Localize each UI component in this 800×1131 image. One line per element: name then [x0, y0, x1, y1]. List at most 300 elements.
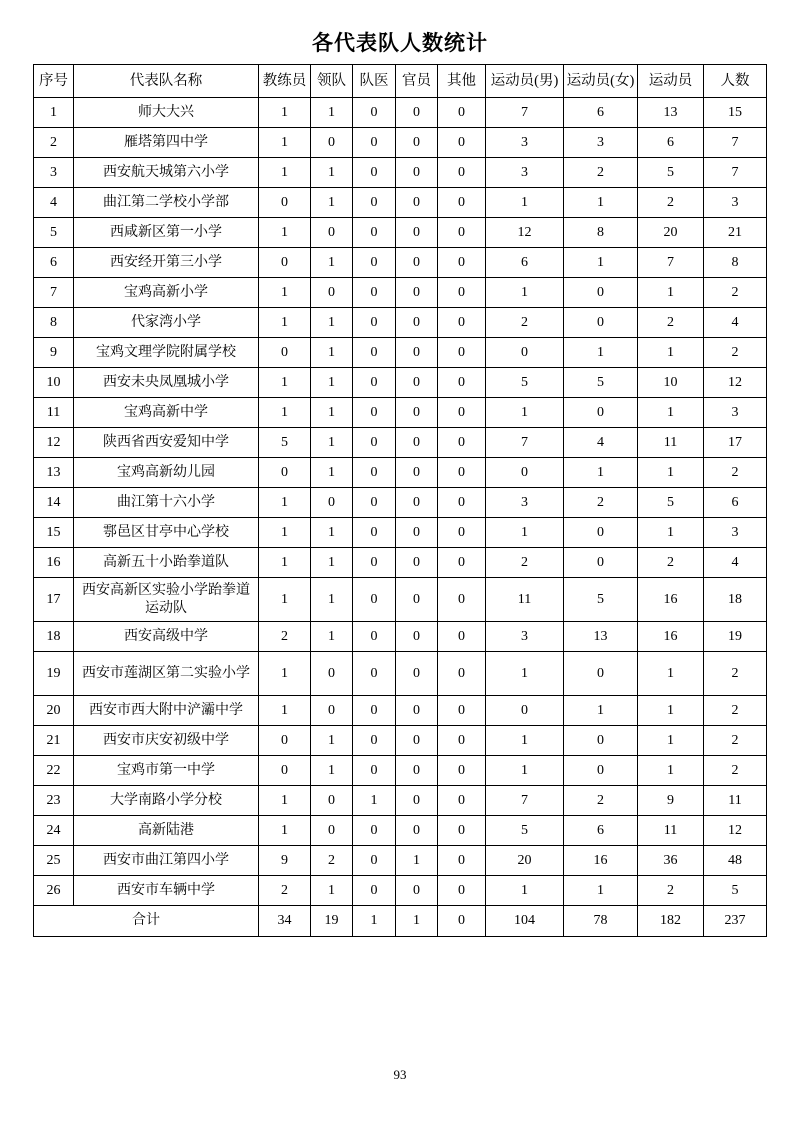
row-number-cell: 15: [34, 518, 74, 548]
value-cell: 0: [353, 188, 396, 218]
column-header: 队医: [353, 65, 396, 98]
value-cell: 6: [638, 128, 704, 158]
value-cell: 5: [564, 368, 638, 398]
value-cell: 1: [311, 398, 353, 428]
value-cell: 2: [638, 876, 704, 906]
value-cell: 1: [486, 398, 564, 428]
value-cell: 0: [353, 652, 396, 696]
value-cell: 1: [259, 488, 311, 518]
value-cell: 1: [564, 458, 638, 488]
value-cell: 0: [438, 428, 486, 458]
value-cell: 0: [438, 696, 486, 726]
value-cell: 2: [704, 756, 767, 786]
value-cell: 12: [704, 368, 767, 398]
value-cell: 16: [564, 846, 638, 876]
value-cell: 0: [438, 652, 486, 696]
value-cell: 0: [396, 756, 438, 786]
value-cell: 0: [396, 876, 438, 906]
value-cell: 4: [704, 548, 767, 578]
value-cell: 0: [396, 338, 438, 368]
column-header: 运动员(女): [564, 65, 638, 98]
value-cell: 0: [438, 622, 486, 652]
team-name-cell: 雁塔第四中学: [74, 128, 259, 158]
value-cell: 0: [438, 248, 486, 278]
value-cell: 16: [638, 578, 704, 622]
value-cell: 3: [486, 622, 564, 652]
page-title: 各代表队人数统计: [312, 32, 488, 55]
value-cell: 0: [396, 816, 438, 846]
row-number-cell: 7: [34, 278, 74, 308]
value-cell: 0: [564, 548, 638, 578]
value-cell: 1: [311, 188, 353, 218]
value-cell: 0: [564, 726, 638, 756]
value-cell: 1: [638, 398, 704, 428]
value-cell: 0: [438, 188, 486, 218]
table-row: [34, 338, 767, 368]
value-cell: 0: [396, 652, 438, 696]
value-cell: 0: [564, 278, 638, 308]
value-cell: 3: [704, 188, 767, 218]
value-cell: 5: [486, 816, 564, 846]
value-cell: 6: [564, 816, 638, 846]
value-cell: 1: [259, 128, 311, 158]
row-number-cell: 24: [34, 816, 74, 846]
value-cell: 1: [564, 338, 638, 368]
value-cell: 1: [638, 278, 704, 308]
value-cell: 1: [564, 188, 638, 218]
value-cell: 7: [486, 786, 564, 816]
value-cell: 2: [704, 278, 767, 308]
value-cell: 12: [704, 816, 767, 846]
value-cell: 0: [311, 652, 353, 696]
value-cell: 1: [259, 816, 311, 846]
value-cell: 1: [486, 726, 564, 756]
value-cell: 0: [438, 308, 486, 338]
team-name-cell: 师大大兴: [74, 98, 259, 128]
value-cell: 0: [396, 786, 438, 816]
table-row: [34, 308, 767, 338]
value-cell: 3: [564, 128, 638, 158]
value-cell: 0: [396, 308, 438, 338]
value-cell: 0: [353, 98, 396, 128]
team-name-cell: 鄠邑区甘亭中心学校: [74, 518, 259, 548]
table-row: [34, 488, 767, 518]
total-value-cell: 104: [486, 906, 564, 937]
value-cell: 8: [704, 248, 767, 278]
value-cell: 1: [638, 458, 704, 488]
total-value-cell: 19: [311, 906, 353, 937]
value-cell: 0: [311, 488, 353, 518]
value-cell: 1: [311, 518, 353, 548]
value-cell: 11: [638, 816, 704, 846]
value-cell: 0: [311, 786, 353, 816]
value-cell: 7: [638, 248, 704, 278]
value-cell: 0: [396, 278, 438, 308]
value-cell: 1: [259, 218, 311, 248]
value-cell: 12: [486, 218, 564, 248]
value-cell: 1: [311, 622, 353, 652]
team-name-cell: 西安市西大附中浐灞中学: [74, 696, 259, 726]
table-row: [34, 652, 767, 696]
table-row: [34, 368, 767, 398]
table-row: [34, 816, 767, 846]
value-cell: 0: [311, 696, 353, 726]
value-cell: 0: [438, 458, 486, 488]
team-name-cell: 西安高新区实验小学跆拳道运动队: [74, 578, 259, 622]
value-cell: 1: [486, 518, 564, 548]
value-cell: 13: [564, 622, 638, 652]
value-cell: 1: [486, 756, 564, 786]
table-row: [34, 786, 767, 816]
value-cell: 0: [486, 696, 564, 726]
row-number-cell: 25: [34, 846, 74, 876]
value-cell: 1: [259, 696, 311, 726]
value-cell: 0: [438, 338, 486, 368]
team-name-cell: 西安未央凤凰城小学: [74, 368, 259, 398]
value-cell: 15: [704, 98, 767, 128]
table-row: [34, 278, 767, 308]
row-number-cell: 3: [34, 158, 74, 188]
value-cell: 1: [259, 518, 311, 548]
value-cell: 0: [438, 518, 486, 548]
team-name-cell: 西安经开第三小学: [74, 248, 259, 278]
table-row: [34, 428, 767, 458]
value-cell: 0: [396, 98, 438, 128]
value-cell: 16: [638, 622, 704, 652]
table-row: [34, 696, 767, 726]
value-cell: 36: [638, 846, 704, 876]
value-cell: 0: [353, 368, 396, 398]
value-cell: 0: [311, 278, 353, 308]
value-cell: 1: [311, 368, 353, 398]
value-cell: 0: [564, 652, 638, 696]
value-cell: 1: [638, 726, 704, 756]
team-name-cell: 宝鸡高新中学: [74, 398, 259, 428]
row-number-cell: 2: [34, 128, 74, 158]
value-cell: 0: [396, 158, 438, 188]
value-cell: 2: [638, 548, 704, 578]
value-cell: 6: [564, 98, 638, 128]
value-cell: 1: [564, 248, 638, 278]
value-cell: 9: [638, 786, 704, 816]
value-cell: 2: [704, 726, 767, 756]
value-cell: 1: [259, 308, 311, 338]
value-cell: 0: [438, 756, 486, 786]
value-cell: 0: [438, 218, 486, 248]
value-cell: 1: [259, 368, 311, 398]
team-name-cell: 高新五十小跆拳道队: [74, 548, 259, 578]
value-cell: 2: [564, 488, 638, 518]
value-cell: 1: [311, 756, 353, 786]
value-cell: 0: [396, 696, 438, 726]
value-cell: 7: [486, 98, 564, 128]
value-cell: 2: [564, 158, 638, 188]
value-cell: 0: [311, 128, 353, 158]
row-number-cell: 18: [34, 622, 74, 652]
value-cell: 5: [638, 488, 704, 518]
total-value-cell: 182: [638, 906, 704, 937]
total-value-cell: 1: [396, 906, 438, 937]
value-cell: 0: [259, 248, 311, 278]
value-cell: 1: [311, 458, 353, 488]
delegation-stats-table: [33, 64, 767, 937]
value-cell: 0: [353, 622, 396, 652]
row-number-cell: 23: [34, 786, 74, 816]
row-number-cell: 4: [34, 188, 74, 218]
value-cell: 1: [396, 846, 438, 876]
value-cell: 1: [259, 98, 311, 128]
value-cell: 0: [396, 428, 438, 458]
value-cell: 0: [396, 458, 438, 488]
value-cell: 11: [638, 428, 704, 458]
row-number-cell: 5: [34, 218, 74, 248]
value-cell: 5: [564, 578, 638, 622]
total-value-cell: 34: [259, 906, 311, 937]
value-cell: 1: [259, 578, 311, 622]
value-cell: 3: [704, 398, 767, 428]
row-number-cell: 13: [34, 458, 74, 488]
column-header: 人数: [704, 65, 767, 98]
value-cell: 0: [438, 816, 486, 846]
value-cell: 0: [396, 548, 438, 578]
table-row: [34, 726, 767, 756]
row-number-cell: 21: [34, 726, 74, 756]
value-cell: 0: [353, 756, 396, 786]
value-cell: 0: [353, 398, 396, 428]
value-cell: 1: [353, 786, 396, 816]
value-cell: 2: [486, 308, 564, 338]
value-cell: 1: [311, 98, 353, 128]
value-cell: 5: [704, 876, 767, 906]
value-cell: 3: [486, 158, 564, 188]
value-cell: 0: [564, 756, 638, 786]
team-name-cell: 西安航天城第六小学: [74, 158, 259, 188]
value-cell: 0: [259, 338, 311, 368]
value-cell: 17: [704, 428, 767, 458]
table-row: [34, 578, 767, 622]
value-cell: 0: [353, 846, 396, 876]
value-cell: 5: [638, 158, 704, 188]
column-header: 其他: [438, 65, 486, 98]
total-value-cell: 78: [564, 906, 638, 937]
value-cell: 0: [396, 248, 438, 278]
value-cell: 1: [311, 548, 353, 578]
value-cell: 1: [311, 338, 353, 368]
table-row: [34, 548, 767, 578]
row-number-cell: 1: [34, 98, 74, 128]
team-name-cell: 西安高级中学: [74, 622, 259, 652]
value-cell: 0: [486, 338, 564, 368]
value-cell: 2: [638, 308, 704, 338]
value-cell: 0: [438, 578, 486, 622]
value-cell: 3: [486, 488, 564, 518]
value-cell: 0: [353, 128, 396, 158]
column-header: 运动员: [638, 65, 704, 98]
value-cell: 1: [311, 428, 353, 458]
value-cell: 6: [486, 248, 564, 278]
value-cell: 11: [486, 578, 564, 622]
value-cell: 4: [704, 308, 767, 338]
column-header: 运动员(男): [486, 65, 564, 98]
column-header: 代表队名称: [74, 65, 259, 98]
value-cell: 1: [638, 652, 704, 696]
table-row: [34, 846, 767, 876]
value-cell: 2: [259, 622, 311, 652]
value-cell: 1: [638, 338, 704, 368]
value-cell: 0: [396, 726, 438, 756]
row-number-cell: 20: [34, 696, 74, 726]
value-cell: 0: [396, 128, 438, 158]
value-cell: 0: [259, 458, 311, 488]
value-cell: 3: [704, 518, 767, 548]
page-number: 93: [393, 1067, 407, 1082]
value-cell: 1: [311, 876, 353, 906]
row-number-cell: 10: [34, 368, 74, 398]
value-cell: 3: [486, 128, 564, 158]
team-name-cell: 宝鸡高新幼儿园: [74, 458, 259, 488]
table-row: [34, 218, 767, 248]
value-cell: 0: [438, 158, 486, 188]
row-number-cell: 22: [34, 756, 74, 786]
table-row: [34, 98, 767, 128]
row-number-cell: 12: [34, 428, 74, 458]
value-cell: 1: [259, 786, 311, 816]
value-cell: 2: [564, 786, 638, 816]
value-cell: 0: [353, 518, 396, 548]
value-cell: 0: [438, 876, 486, 906]
value-cell: 0: [353, 338, 396, 368]
team-name-cell: 西安市庆安初级中学: [74, 726, 259, 756]
value-cell: 0: [353, 726, 396, 756]
value-cell: 0: [396, 518, 438, 548]
team-name-cell: 代家湾小学: [74, 308, 259, 338]
row-number-cell: 9: [34, 338, 74, 368]
value-cell: 1: [259, 548, 311, 578]
value-cell: 2: [704, 338, 767, 368]
value-cell: 1: [638, 518, 704, 548]
value-cell: 0: [311, 816, 353, 846]
value-cell: 0: [259, 756, 311, 786]
row-number-cell: 16: [34, 548, 74, 578]
value-cell: 0: [564, 308, 638, 338]
value-cell: 0: [438, 548, 486, 578]
value-cell: 1: [486, 876, 564, 906]
value-cell: 2: [638, 188, 704, 218]
column-header: 序号: [34, 65, 74, 98]
value-cell: 0: [486, 458, 564, 488]
value-cell: 0: [353, 816, 396, 846]
value-cell: 0: [438, 398, 486, 428]
value-cell: 1: [311, 578, 353, 622]
value-cell: 1: [486, 278, 564, 308]
value-cell: 2: [486, 548, 564, 578]
value-cell: 7: [704, 158, 767, 188]
total-value-cell: 0: [438, 906, 486, 937]
table-header-row: [34, 65, 767, 98]
row-number-cell: 17: [34, 578, 74, 622]
value-cell: 1: [638, 696, 704, 726]
value-cell: 1: [564, 696, 638, 726]
team-name-cell: 西咸新区第一小学: [74, 218, 259, 248]
column-header: 教练员: [259, 65, 311, 98]
team-name-cell: 曲江第十六小学: [74, 488, 259, 518]
row-number-cell: 6: [34, 248, 74, 278]
value-cell: 0: [438, 278, 486, 308]
team-name-cell: 西安市车辆中学: [74, 876, 259, 906]
value-cell: 18: [704, 578, 767, 622]
row-number-cell: 26: [34, 876, 74, 906]
value-cell: 1: [311, 726, 353, 756]
value-cell: 2: [704, 458, 767, 488]
value-cell: 0: [396, 488, 438, 518]
value-cell: 0: [259, 726, 311, 756]
value-cell: 19: [704, 622, 767, 652]
value-cell: 0: [438, 128, 486, 158]
value-cell: 1: [564, 876, 638, 906]
row-number-cell: 14: [34, 488, 74, 518]
row-number-cell: 8: [34, 308, 74, 338]
value-cell: 20: [638, 218, 704, 248]
table-row: [34, 128, 767, 158]
team-name-cell: 宝鸡文理学院附属学校: [74, 338, 259, 368]
value-cell: 0: [396, 578, 438, 622]
table-row: [34, 876, 767, 906]
value-cell: 4: [564, 428, 638, 458]
value-cell: 0: [353, 248, 396, 278]
table-row: [34, 188, 767, 218]
team-name-cell: 大学南路小学分校: [74, 786, 259, 816]
value-cell: 0: [396, 188, 438, 218]
value-cell: 0: [353, 876, 396, 906]
row-number-cell: 19: [34, 652, 74, 696]
table-total-row: [34, 906, 767, 937]
value-cell: 0: [353, 158, 396, 188]
value-cell: 0: [438, 786, 486, 816]
value-cell: 8: [564, 218, 638, 248]
value-cell: 2: [704, 652, 767, 696]
value-cell: 0: [438, 368, 486, 398]
value-cell: 0: [396, 622, 438, 652]
value-cell: 0: [353, 278, 396, 308]
table-row: [34, 248, 767, 278]
value-cell: 0: [353, 548, 396, 578]
column-header: 领队: [311, 65, 353, 98]
table-row: [34, 518, 767, 548]
value-cell: 0: [438, 726, 486, 756]
table-row: [34, 398, 767, 428]
value-cell: 0: [353, 578, 396, 622]
value-cell: 1: [259, 278, 311, 308]
table-row: [34, 158, 767, 188]
value-cell: 0: [564, 518, 638, 548]
column-header: 官员: [396, 65, 438, 98]
table-row: [34, 756, 767, 786]
value-cell: 5: [486, 368, 564, 398]
value-cell: 0: [396, 218, 438, 248]
value-cell: 9: [259, 846, 311, 876]
value-cell: 0: [353, 458, 396, 488]
value-cell: 48: [704, 846, 767, 876]
team-name-cell: 宝鸡高新小学: [74, 278, 259, 308]
value-cell: 20: [486, 846, 564, 876]
table-row: [34, 458, 767, 488]
value-cell: 21: [704, 218, 767, 248]
value-cell: 1: [259, 398, 311, 428]
value-cell: 1: [311, 308, 353, 338]
team-name-cell: 曲江第二学校小学部: [74, 188, 259, 218]
value-cell: 0: [564, 398, 638, 428]
value-cell: 0: [353, 696, 396, 726]
